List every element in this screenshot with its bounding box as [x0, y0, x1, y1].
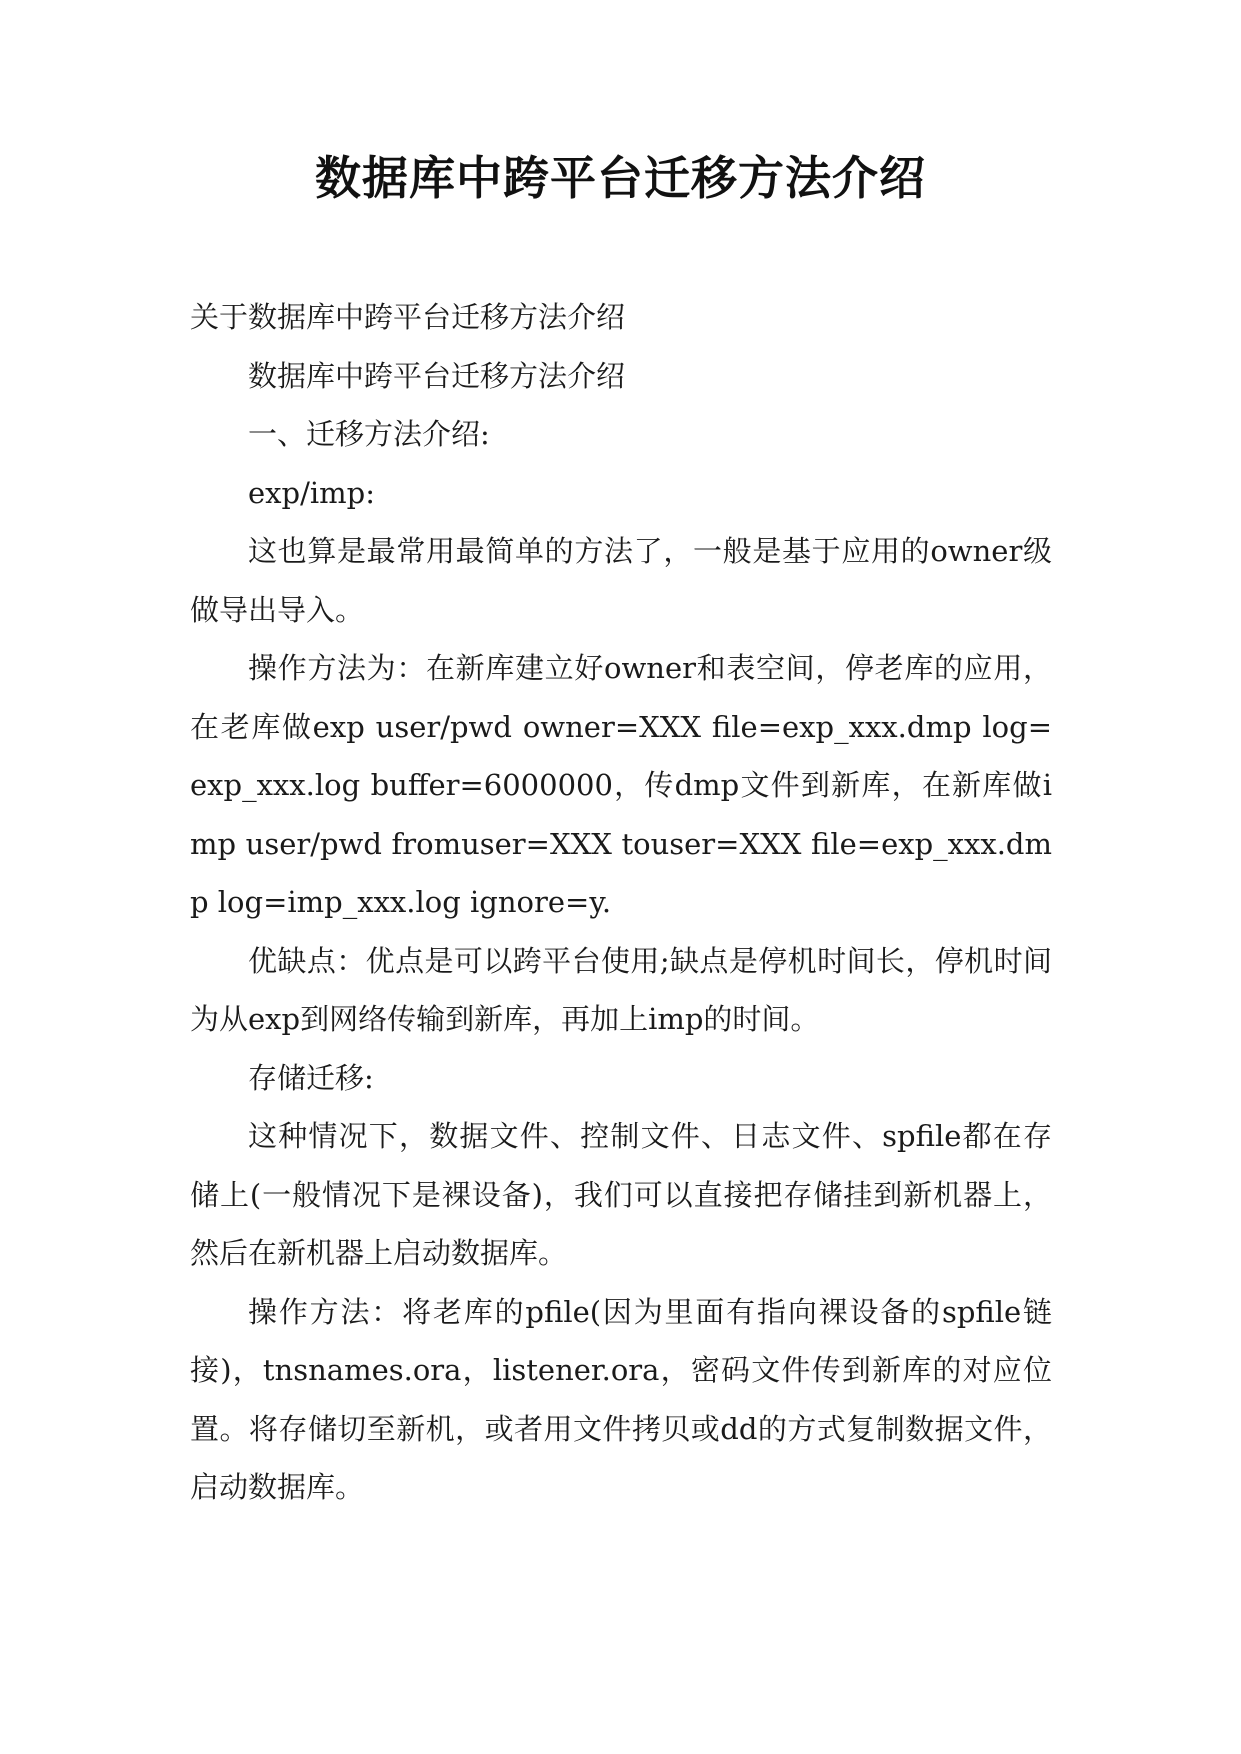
paragraph-exp-imp-pros-cons: 优缺点：优点是可以跨平台使用;缺点是停机时间长，停机时间为从exp到网络传输到新库，再加上imp的时间。 [190, 943, 1052, 1036]
paragraph-intro: 关于数据库中跨平台迁移方法介绍 [190, 300, 626, 334]
paragraph-subtitle: 数据库中跨平台迁移方法介绍 [248, 358, 626, 393]
document-title: 数据库中跨平台迁移方法介绍 [315, 151, 926, 205]
section-heading-methods: 一、迁移方法介绍: [248, 417, 490, 451]
paragraph-storage-steps: 操作方法：将老库的pfile(因为里面有指向裸设备的spfile链接)，tnsnames.ora，listener.ora，密码文件传到新库的对应位置。将存储切至新机，或者用文件拷贝或dd的方式复制数据文件，启动数据库。 [190, 1294, 1052, 1504]
document-body [190, 288, 1052, 1517]
paragraph-storage-desc: 这种情况下，数据文件、控制文件、日志文件、spfile都在存储上(一般情况下是裸设备)，我们可以直接把存储挂到新机器上，然后在新机器上启动数据库。 [190, 1119, 1052, 1270]
paragraph-exp-imp-desc: 这也算是最常用最简单的方法了，一般是基于应用的owner级做导出导入。 [190, 534, 1052, 627]
subheading-exp-imp: exp/imp: [248, 475, 375, 510]
subheading-storage-migration: 存储迁移: [248, 1060, 374, 1095]
paragraph-exp-imp-steps: 操作方法为：在新库建立好owner和表空间，停老库的应用，在老库做exp user/pwd owner=XXX file=exp_xxx.dmp log=exp_xxx.log buffer=6000000，传dmp文件到新库，在新库做imp user/pwd fromuser=XXX touser=XXX file=exp_xxx.dmp log=imp_xxx.log ignore=y. [190, 651, 1052, 919]
